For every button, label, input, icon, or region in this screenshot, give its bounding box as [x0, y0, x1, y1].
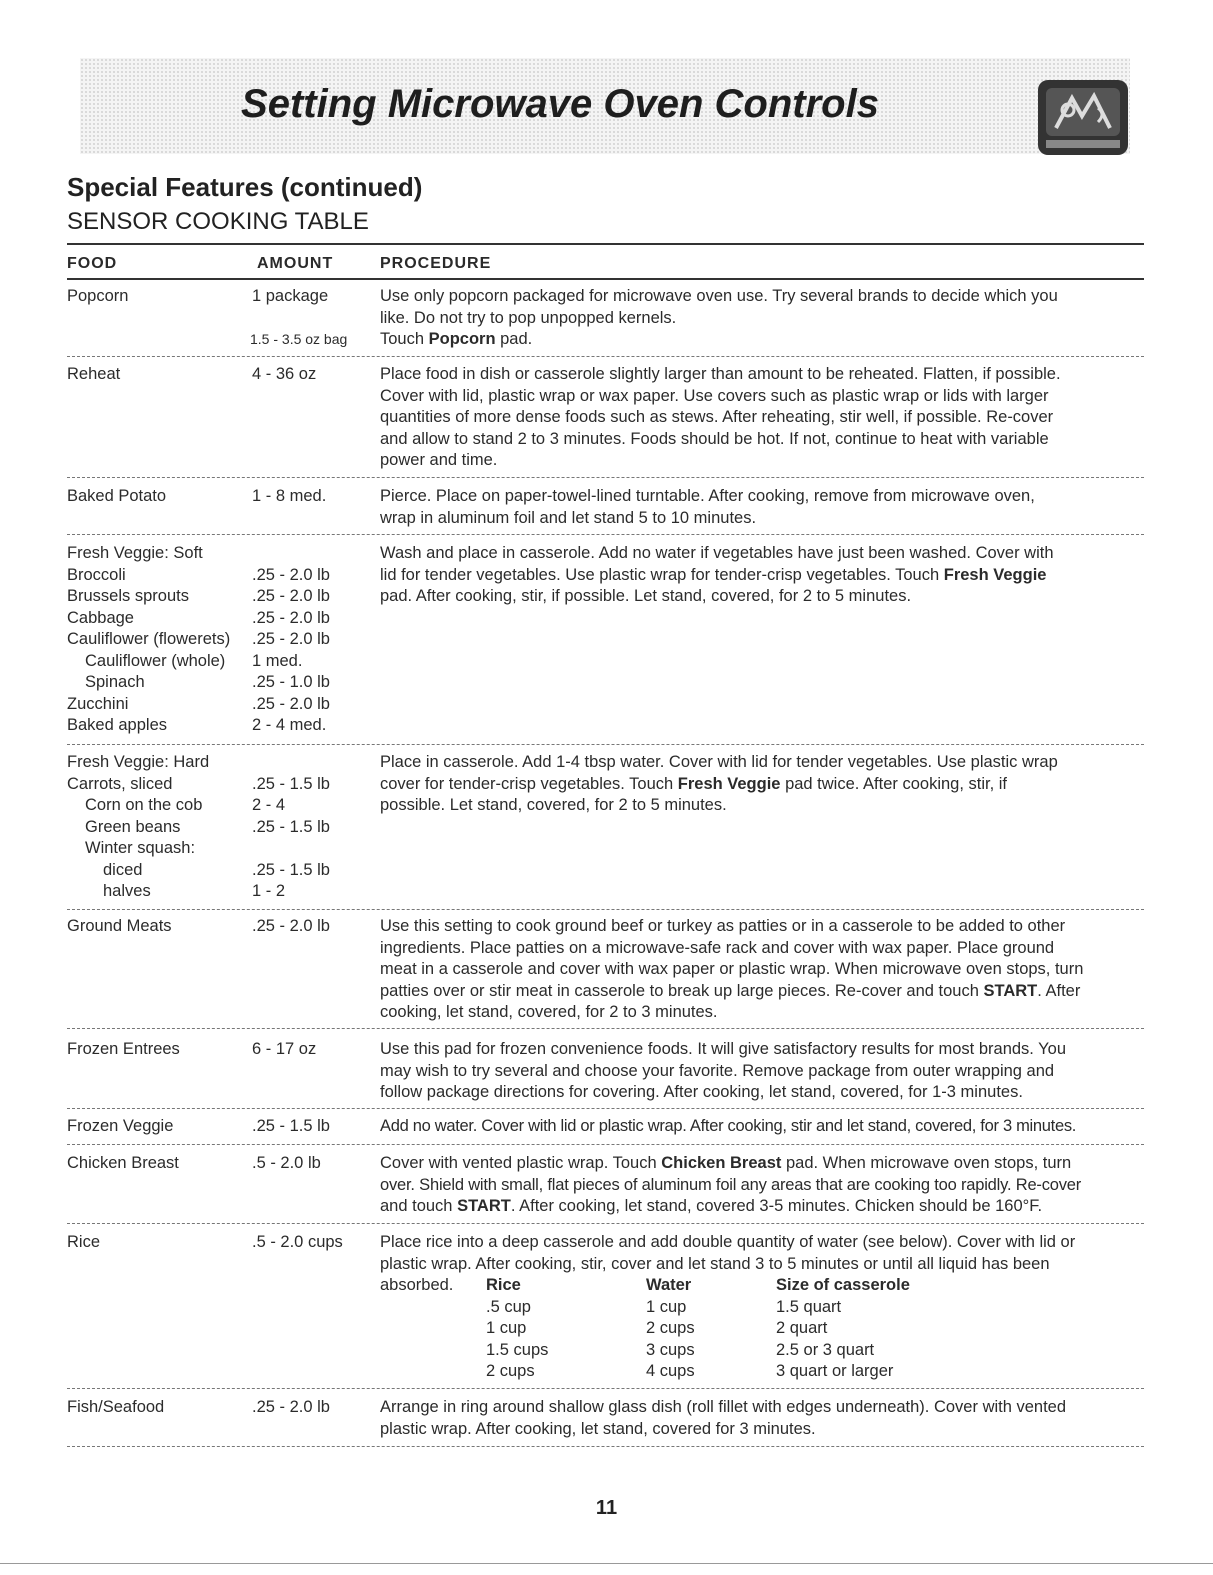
amount-cell: .5 - 2.0 lb [252, 1154, 321, 1172]
text: and touch [380, 1197, 458, 1215]
water-cell: 3 cups [646, 1340, 695, 1359]
casserole-size-header: Size of casserole [776, 1276, 910, 1294]
row-divider [67, 1223, 1144, 1224]
amount-cell [250, 286, 382, 347]
food-cell: Rice [67, 1233, 101, 1251]
text: lid for tender vegetables. Use plastic wrap for tender-crisp vegetables. Touch [380, 565, 944, 584]
casserole-cell: 2 quart [776, 1319, 828, 1337]
procedure-cell [380, 543, 1144, 608]
food-line: Fresh Veggie: Soft [67, 544, 203, 562]
procedure-cell [380, 1039, 1144, 1104]
procedure-line: cooking, let stand, covered, for 2 to 3 minutes. [380, 1003, 718, 1021]
start-pad-label: START [457, 1197, 511, 1215]
amount-cell: 6 - 17 oz [252, 1040, 317, 1058]
amount-line: 2 - 4 med. [252, 716, 327, 734]
food-cell [67, 752, 252, 903]
page-bottom-rule [0, 1563, 1213, 1564]
amount-line: .25 - 2.0 lb [252, 608, 330, 627]
water-header: Water [646, 1276, 692, 1294]
food-line: Cauliflower (whole) [85, 651, 226, 670]
amount-cell [252, 543, 382, 737]
amount-cell: .25 - 2.0 lb [252, 1398, 330, 1416]
procedure-line: possible. Let stand, covered, for 2 to 5 minutes. [380, 796, 727, 814]
text: pad twice. After cooking, stir, if [780, 774, 1008, 793]
food-cell: Reheat [67, 365, 121, 383]
start-pad-label: START [983, 981, 1038, 1000]
amount-line: 1 package [252, 287, 329, 305]
rice-cell: 2 cups [486, 1362, 535, 1380]
column-header-procedure: PROCEDURE [380, 255, 492, 272]
procedure-cell [380, 1232, 1144, 1380]
text: Touch [380, 330, 429, 348]
rice-cell: .5 cup [486, 1297, 531, 1316]
food-cell: Frozen Veggie [67, 1117, 174, 1135]
procedure-line [380, 565, 1144, 587]
amount-line: .25 - 2.0 lb [252, 565, 330, 584]
amount-cell: .25 - 1.5 lb [252, 1117, 330, 1135]
amount-line: .25 - 1.0 lb [252, 673, 330, 691]
text: patties over or stir meat in casserole to break up large pieces. Re-cover and touch [380, 981, 984, 1000]
text: . After cooking, let stand, covered 3-5 minutes. Chicken should be 160°F. [510, 1197, 1043, 1215]
food-cell: Ground Meats [67, 917, 172, 935]
procedure-line: plastic wrap. After cooking, stir, cover and let stand 3 to 5 minutes or until all liquid has been [380, 1254, 1050, 1273]
row-divider [67, 356, 1144, 357]
procedure-line: Place rice into a deep casserole and add double quantity of water (see below). Cover with lid or [380, 1233, 1076, 1251]
procedure-cell [380, 916, 1144, 1024]
procedure-line: Wash and place in casserole. Add no water if vegetables have just been washed. Cover with [380, 544, 1054, 562]
procedure-line: Use only popcorn packaged for microwave oven use. Try several brands to decide which you [380, 287, 1058, 305]
row-divider [67, 909, 1144, 910]
amount-line: 2 - 4 [252, 796, 286, 814]
procedure-line [380, 1196, 1144, 1218]
food-line: halves [103, 882, 151, 900]
chicken-breast-pad-label: Chicken Breast [661, 1154, 782, 1172]
procedure-line: plastic wrap. After cooking, let stand, covered for 3 minutes. [380, 1419, 816, 1438]
procedure-cell [380, 1397, 1144, 1440]
procedure-line: meat in a casserole and cover with wax paper or plastic wrap. When microwave oven stops, turn [380, 960, 1084, 978]
food-line: Baked apples [67, 716, 167, 734]
section-title: Special Features (continued) [67, 172, 423, 202]
amount-cell [252, 752, 382, 903]
amount-line: .25 - 1.5 lb [252, 817, 330, 836]
food-cell [67, 543, 267, 737]
procedure-cell [380, 752, 1144, 817]
procedure-line: Place food in dish or casserole slightly larger than amount to be reheated. Flatten, if possible. [380, 365, 1061, 383]
procedure-cell [380, 286, 1144, 351]
row-divider [67, 1028, 1144, 1029]
food-line: Brussels sprouts [67, 587, 189, 605]
procedure-line: Add no water. Cover with lid or plastic wrap. After cooking, stir and let stand, covered, for 3 minutes. [380, 1117, 1077, 1135]
procedure-line: like. Do not try to pop unpopped kernels. [380, 308, 677, 327]
header-banner [80, 58, 1130, 154]
amount-cell: 4 - 36 oz [252, 365, 317, 383]
procedure-line: Pierce. Place on paper-towel-lined turntable. After cooking, remove from microwave oven, [380, 487, 1035, 505]
food-cell: Chicken Breast [67, 1154, 179, 1172]
food-cell: Fish/Seafood [67, 1398, 165, 1416]
row-divider [67, 1388, 1144, 1389]
amount-line: .25 - 1.5 lb [252, 774, 330, 793]
procedure-line: follow package directions for covering. After cooking, let stand, covered, for 1-3 minutes. [380, 1083, 1023, 1101]
column-header-amount: AMOUNT [257, 255, 334, 272]
procedure-line: ingredients. Place patties on a microwave-safe rack and cover with wax paper. Place ground [380, 938, 1055, 957]
row-divider [67, 534, 1144, 535]
procedure-line: wrap in aluminum foil and let stand 5 to 10 minutes. [380, 508, 757, 527]
food-line: Green beans [85, 817, 181, 836]
amount-line: .25 - 2.0 lb [252, 694, 330, 713]
water-cell: 2 cups [646, 1319, 695, 1337]
text: pad. When microwave oven stops, turn [781, 1154, 1072, 1172]
casserole-cell: 2.5 or 3 quart [776, 1340, 875, 1359]
text: pad. [495, 330, 533, 348]
procedure-line: Use this pad for frozen convenience foods. It will give satisfactory results for most brands. You [380, 1040, 1067, 1058]
popcorn-pad-label: Popcorn [428, 330, 496, 348]
procedure-line: over. Shield with small, flat pieces of aluminum foil any areas that are cooking too rapidly. Re-cover [380, 1175, 1082, 1194]
food-line: Fresh Veggie: Hard [67, 753, 210, 771]
procedure-line: and allow to stand 2 to 3 minutes. Foods should be hot. If not, continue to heat with variable [380, 429, 1049, 448]
text: Cover with vented plastic wrap. Touch [380, 1154, 662, 1172]
table-title: SENSOR COOKING TABLE [67, 208, 369, 235]
food-line: Carrots, sliced [67, 774, 173, 793]
row-divider [67, 477, 1144, 478]
text: cover for tender-crisp vegetables. Touch [380, 774, 678, 793]
procedure-line: Use this setting to cook ground beef or turkey as patties or in a casserole to be added to other [380, 917, 1066, 935]
food-line: Broccoli [67, 565, 126, 584]
amount-line: .25 - 2.0 lb [252, 630, 330, 648]
microwave-controls-icon [1038, 80, 1128, 155]
procedure-line: Arrange in ring around shallow glass dish (roll fillet with edges underneath). Cover with vented [380, 1398, 1067, 1416]
header-rule-top [67, 243, 1144, 245]
row-divider [67, 1144, 1144, 1145]
procedure-cell [380, 486, 1144, 529]
row-divider [67, 744, 1144, 745]
food-cell: Baked Potato [67, 487, 167, 505]
food-line: diced [103, 860, 143, 879]
row-divider [67, 1108, 1144, 1109]
procedure-line [380, 1153, 1144, 1175]
page-number: 11 [595, 1497, 618, 1519]
text: . After [1037, 981, 1081, 1000]
amount-line: .25 - 2.0 lb [252, 587, 330, 605]
procedure-line [380, 981, 1144, 1003]
amount-line: 1 - 2 [252, 882, 286, 900]
procedure-cell [380, 1153, 1144, 1218]
food-cell: Frozen Entrees [67, 1040, 180, 1058]
amount-line: .25 - 1.5 lb [252, 860, 330, 879]
amount-line: 1.5 - 3.5 oz bag [250, 331, 348, 347]
rice-cell: 1.5 cups [486, 1340, 549, 1359]
fresh-veggie-pad-label: Fresh Veggie [677, 774, 781, 793]
food-cell: Popcorn [67, 287, 129, 305]
casserole-cell: 3 quart or larger [776, 1362, 894, 1380]
amount-cell: .25 - 2.0 lb [252, 917, 330, 935]
procedure-line: power and time. [380, 451, 498, 469]
water-cell: 1 cup [646, 1297, 687, 1316]
procedure-cell [380, 364, 1144, 472]
rice-header: Rice [486, 1276, 521, 1294]
procedure-line: absorbed. [380, 1276, 454, 1294]
procedure-line: Place in casserole. Add 1-4 tbsp water. Cover with lid for tender vegetables. Use plastic wrap [380, 753, 1058, 771]
procedure-line [380, 329, 1144, 351]
page-header-title: Setting Microwave Oven Controls [241, 82, 879, 126]
procedure-line: pad. After cooking, stir, if possible. Let stand, covered, for 2 to 5 minutes. [380, 587, 912, 605]
food-line: Spinach [85, 673, 145, 691]
row-divider [67, 1446, 1144, 1447]
header-rule-bottom [67, 278, 1144, 280]
amount-cell: 1 - 8 med. [252, 487, 327, 505]
casserole-cell: 1.5 quart [776, 1297, 842, 1316]
procedure-line: may wish to try several and choose your favorite. Remove package from outer wrapping and [380, 1061, 1055, 1080]
food-line: Cabbage [67, 608, 134, 627]
fresh-veggie-pad-label: Fresh Veggie [943, 565, 1047, 584]
column-header-food: FOOD [67, 255, 118, 272]
procedure-line [380, 774, 1144, 796]
procedure-cell [380, 1116, 1144, 1138]
procedure-line: quantities of more dense foods such as stews. After reheating, stir well, if possible. Re-cover [380, 408, 1054, 426]
food-line: Corn on the cob [85, 796, 203, 814]
amount-cell: .5 - 2.0 cups [252, 1233, 343, 1251]
water-cell: 4 cups [646, 1362, 695, 1380]
food-line: Cauliflower (flowerets) [67, 630, 231, 648]
procedure-line: Cover with lid, plastic wrap or wax paper. Use covers such as plastic wrap or lids with larger [380, 386, 1049, 405]
amount-line: 1 med. [252, 651, 303, 670]
food-line: Winter squash: [85, 839, 196, 857]
rice-cell: 1 cup [486, 1319, 527, 1337]
food-line: Zucchini [67, 694, 129, 713]
